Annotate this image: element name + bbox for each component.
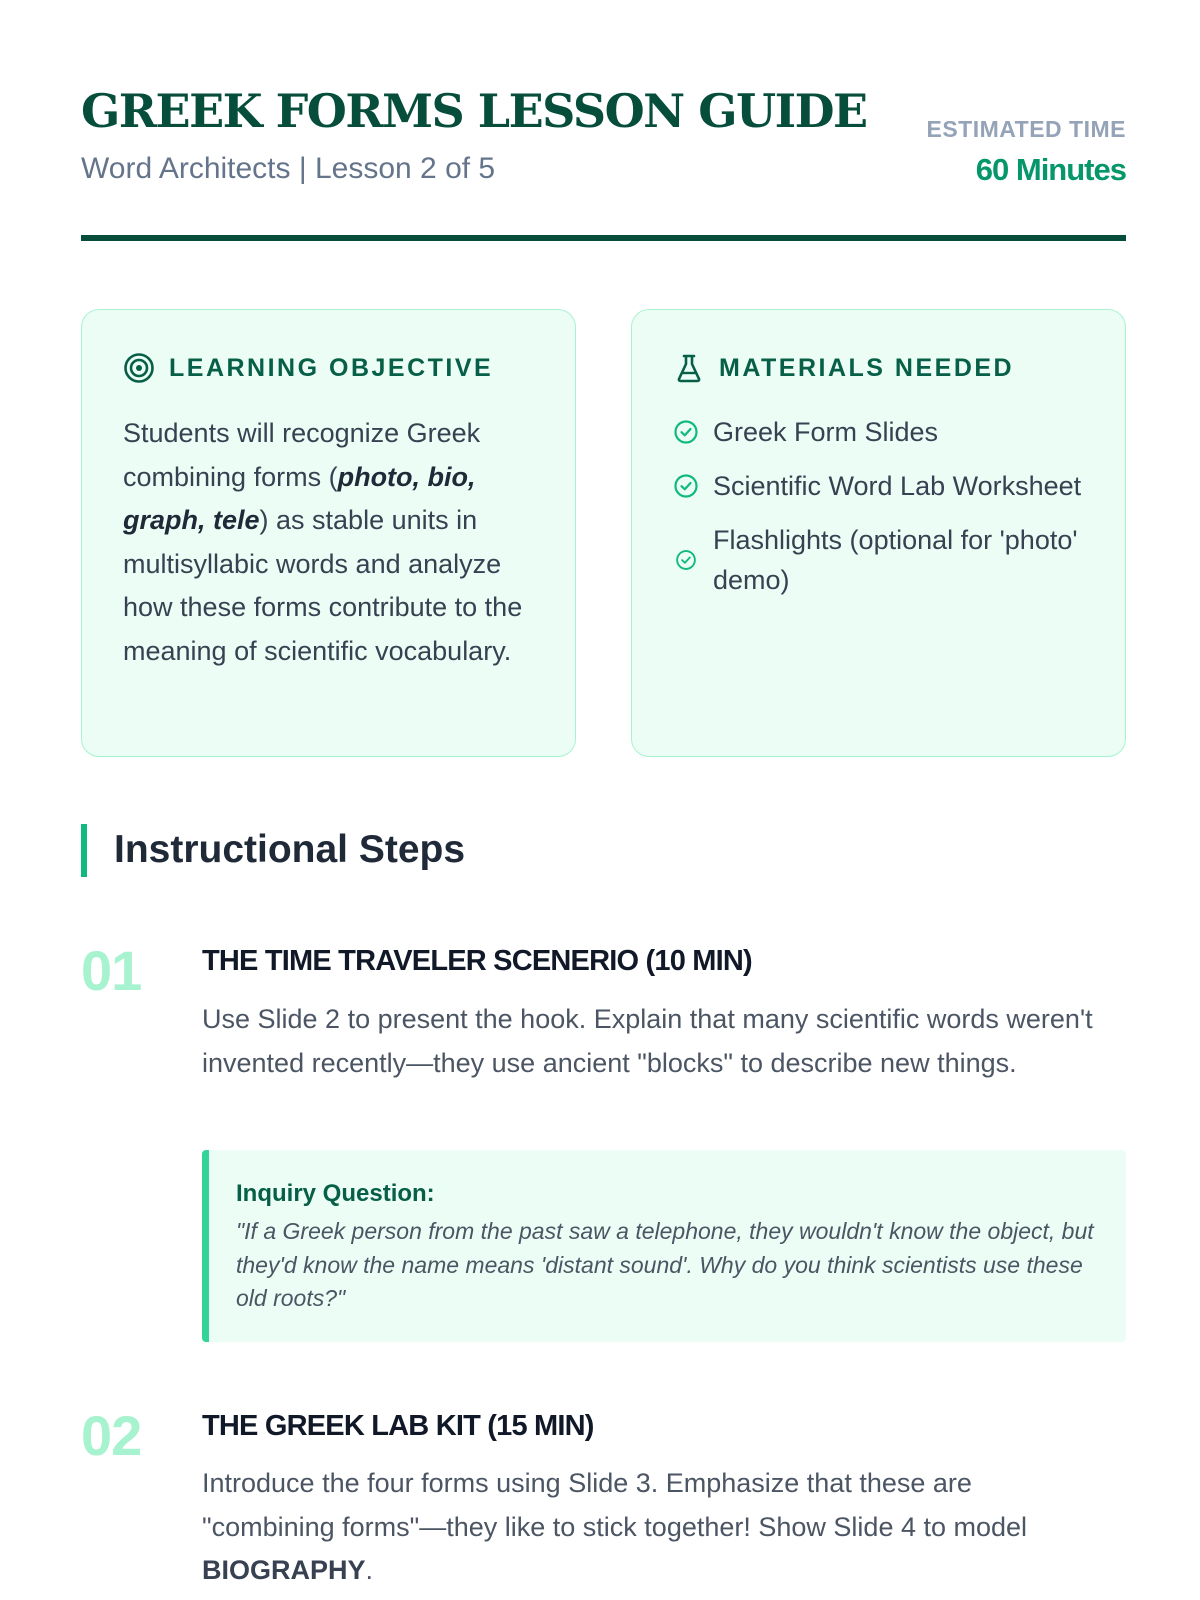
material-item-text: Flashlights (optional for 'photo' demo) bbox=[713, 525, 1078, 595]
step-description-bold: BIOGRAPHY bbox=[202, 1555, 366, 1585]
target-icon bbox=[123, 352, 155, 384]
objective-text-end: ) as stable units in multisyllabic words and analyze how these forms contribute to the meaning of scientific vocabulary. bbox=[123, 505, 523, 666]
learning-objective-heading bbox=[123, 352, 493, 384]
step-number: 01 bbox=[81, 939, 142, 1002]
header-divider bbox=[81, 235, 1126, 241]
estimated-time-label: ESTIMATED TIME bbox=[926, 116, 1126, 142]
step-title: THE TIME TRAVELER SCENERIO (10 MIN) bbox=[202, 945, 752, 977]
step-description-start: Introduce the four forms using Slide 3. Emphasize that these are "combining forms"—they like to stick together! Show Slide 4 to model bbox=[202, 1468, 1028, 1542]
check-circle-icon bbox=[673, 419, 699, 445]
learning-objective-text bbox=[123, 412, 543, 673]
inquiry-question-box bbox=[202, 1150, 1126, 1342]
flask-icon bbox=[673, 352, 705, 384]
learning-objective-card bbox=[81, 309, 576, 757]
step-number: 02 bbox=[81, 1404, 142, 1467]
page-subtitle: Word Architects | Lesson 2 of 5 bbox=[81, 152, 496, 185]
step-description bbox=[202, 1462, 1102, 1593]
check-circle-icon bbox=[673, 473, 699, 499]
objective-forms: photo, bio, graph, tele bbox=[123, 461, 476, 535]
material-item-text: Scientific Word Lab Worksheet bbox=[713, 471, 1082, 501]
materials-list bbox=[673, 412, 1093, 614]
section-title: Instructional Steps bbox=[114, 828, 466, 871]
list-item bbox=[673, 466, 1093, 506]
page-title: GREEK FORMS LESSON GUIDE bbox=[81, 84, 867, 138]
inquiry-question-text: "If a Greek person from the past saw a telephone, they wouldn't know the object, but they'd know the name means 'distant sound'. Why do you think scientists use these old roots?" bbox=[236, 1218, 1094, 1311]
step-description: Use Slide 2 to present the hook. Explain that many scientific words weren't invented recently—they use ancient "blocks" to describe new things. bbox=[202, 1004, 1093, 1078]
materials-needed-heading bbox=[673, 352, 1014, 384]
header bbox=[81, 84, 1126, 244]
material-item-text: Greek Form Slides bbox=[713, 417, 939, 447]
section-accent-bar bbox=[81, 824, 87, 877]
materials-needed-label: MATERIALS NEEDED bbox=[719, 353, 1015, 382]
estimated-time-value: 60 Minutes bbox=[975, 152, 1126, 187]
list-item bbox=[673, 412, 1093, 452]
objective-text-start: Students will recognize Greek combining forms ( bbox=[123, 418, 481, 492]
inquiry-question-label: Inquiry Question: bbox=[236, 1180, 435, 1207]
list-item bbox=[673, 520, 1093, 600]
check-circle-icon bbox=[673, 547, 699, 573]
step-description-end: . bbox=[365, 1555, 374, 1585]
materials-needed-card bbox=[631, 309, 1126, 757]
learning-objective-label: LEARNING OBJECTIVE bbox=[169, 353, 494, 382]
step-title: THE GREEK LAB KIT (15 MIN) bbox=[202, 1410, 594, 1442]
